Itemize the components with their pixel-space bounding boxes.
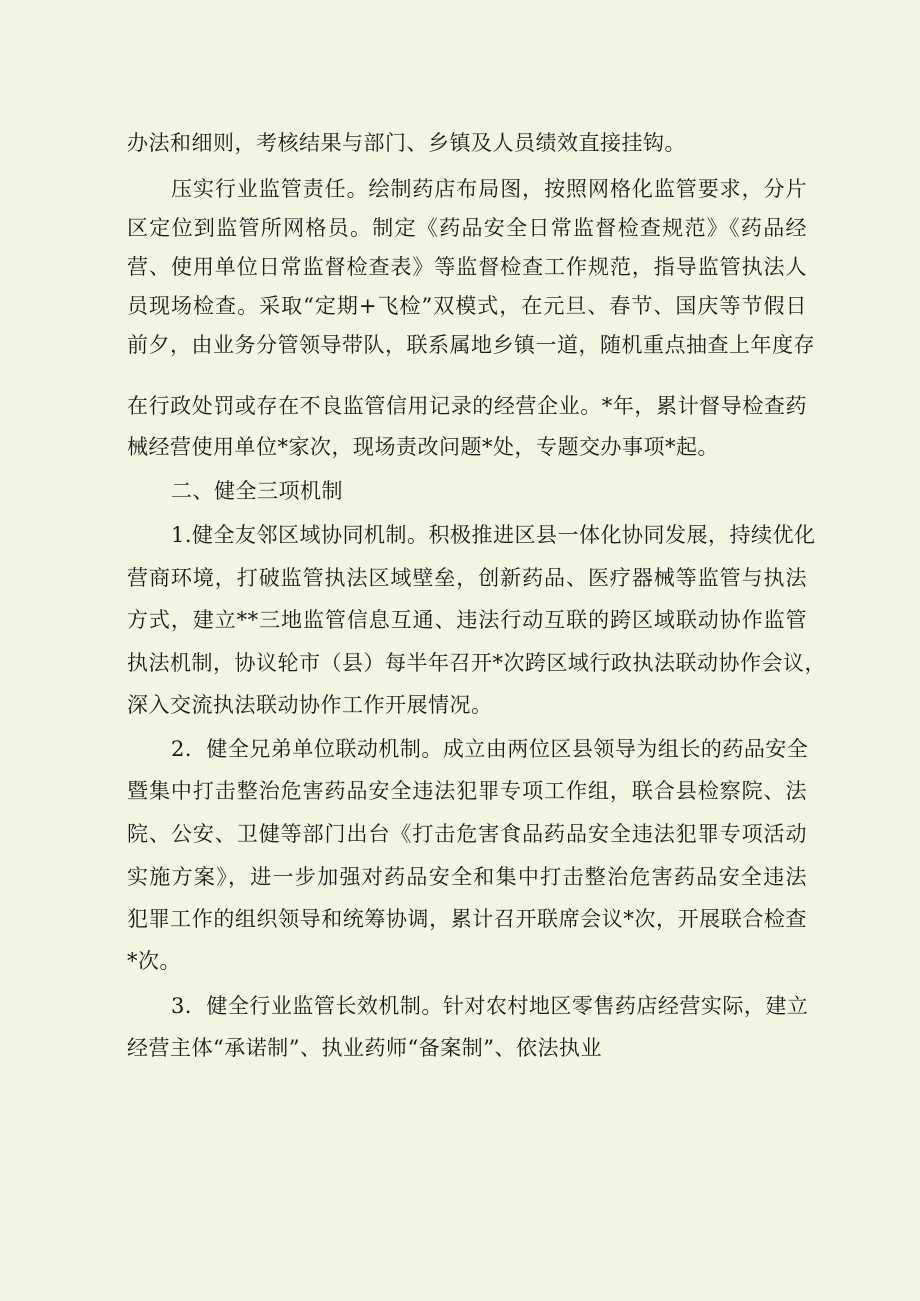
text-line: 械经营使用单位*家次，现场责改问题*处，专题交办事项*起。 [127, 435, 719, 459]
text-line: 在行政处罚或存在不良监管信用记录的经营企业。*年，累计督导检查药 [127, 394, 807, 418]
paragraph-first-line: 1.健全友邻区域协同机制。积极推进区县一体化协同发展，持续优化 [171, 523, 816, 547]
text-line: 前夕，由业务分管领导带队，联系属地乡镇一道，随机重点抽查上年度存 [127, 333, 815, 357]
text-line: 犯罪工作的组织领导和统筹协调，累计召开联席会议*次，开展联合检查 [127, 907, 807, 931]
text-line: 暨集中打击整治危害药品安全违法犯罪专项工作组，联合县检察院、法 [127, 779, 807, 803]
text-line: 营商环境，打破监管执法区域壁垒，创新药品、医疗器械等监管与执法 [127, 566, 807, 590]
text-line: 区定位到监管所网格员。制定《药品安全日常监督检查规范》《药品经 [127, 216, 807, 240]
text-line: 方式，建立**三地监管信息互通、违法行动互联的跨区域联动协作监管 [127, 608, 807, 632]
text-line: 经营主体“承诺制”、执业药师“备案制”、依法执业 [127, 1036, 602, 1060]
text-line: *次。 [127, 949, 181, 973]
section-heading: 二、健全三项机制 [171, 479, 343, 503]
text-line: 院、公安、卫健等部门出台《打击危害食品药品安全违法犯罪专项活动 [127, 822, 807, 846]
paragraph-first-line: 压实行业监管责任。绘制药店布局图，按照网格化监管要求，分片 [171, 177, 807, 201]
text-line: 员现场检查。采取“定期+飞检”双模式，在元旦、春节、国庆等节假日 [127, 294, 807, 318]
paragraph-first-line: 2．健全兄弟单位联动机制。成立由两位区县领导为组长的药品安全 [171, 737, 809, 761]
text-line: 深入交流执法联动协作工作开展情况。 [127, 693, 493, 717]
text-line: 执法机制，协议轮市（县）每半年召开*次跨区域行政执法联动协作会议， [127, 651, 826, 675]
text-line: 实施方案》，进一步加强对药品安全和集中打击整治危害药品安全违法 [127, 865, 807, 889]
text-line: 营、使用单位日常监督检查表》等监督检查工作规范，指导监管执法人 [127, 255, 807, 279]
paragraph-first-line: 3．健全行业监管长效机制。针对农村地区零售药店经营实际，建立 [171, 994, 809, 1018]
text-line: 办法和细则，考核结果与部门、乡镇及人员绩效直接挂钩。 [127, 131, 686, 155]
